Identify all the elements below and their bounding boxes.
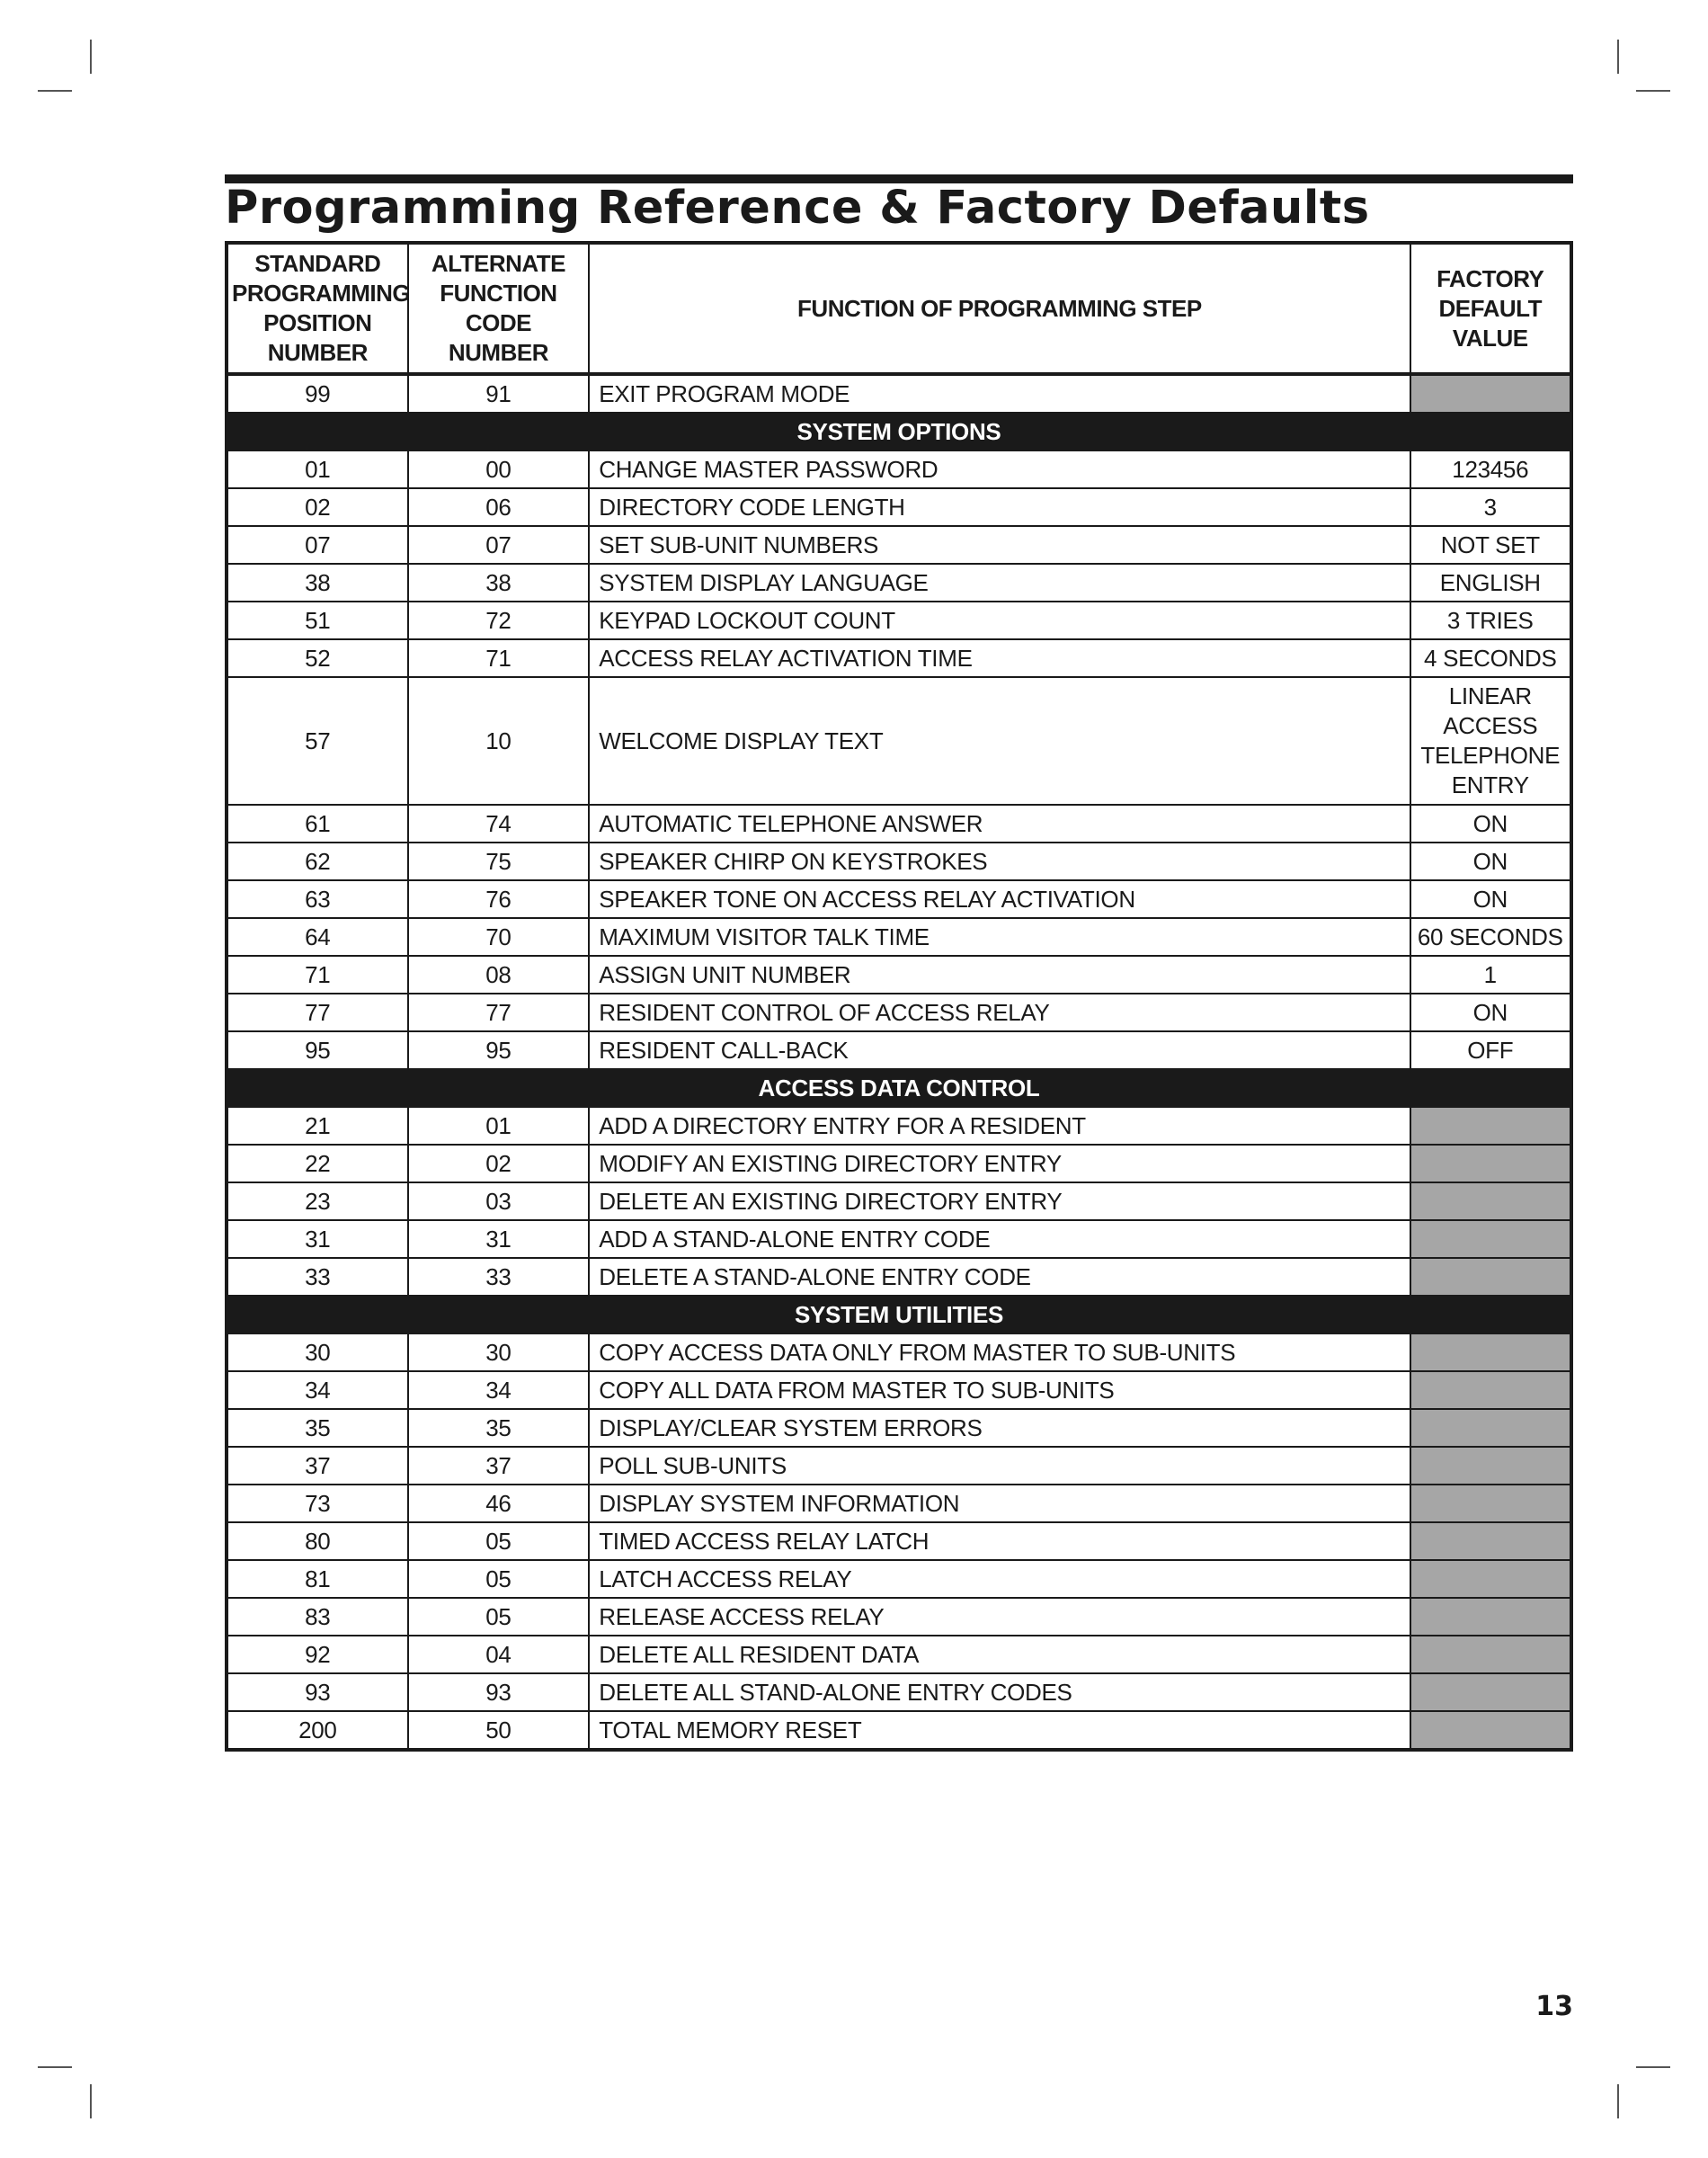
default-value-empty — [1410, 1258, 1571, 1296]
function-name: WELCOME DISPLAY TEXT — [589, 677, 1410, 805]
header-line: PROGRAMMING — [232, 280, 411, 307]
alt-code: 08 — [408, 956, 590, 994]
table-row — [227, 1560, 1571, 1598]
table-row — [227, 526, 1571, 564]
header-line: NUMBER — [267, 339, 368, 366]
default-value-empty — [1410, 374, 1571, 413]
header-line: VALUE — [1452, 324, 1528, 352]
default-value-empty — [1410, 1522, 1571, 1560]
std-number: 23 — [227, 1182, 408, 1220]
alt-code: 76 — [408, 880, 590, 918]
std-number: 71 — [227, 956, 408, 994]
std-number: 63 — [227, 880, 408, 918]
alt-code: 50 — [408, 1711, 590, 1750]
section-header — [227, 1069, 1571, 1107]
table-row — [227, 1182, 1571, 1220]
default-value: 123456 — [1410, 450, 1571, 488]
table-row — [227, 1598, 1571, 1636]
page-number: 13 — [1535, 1991, 1573, 2022]
table-row — [227, 1409, 1571, 1447]
std-number: 92 — [227, 1636, 408, 1673]
alt-code: 06 — [408, 488, 590, 526]
table-row — [227, 843, 1571, 880]
alt-code: 10 — [408, 677, 590, 805]
alt-code: 07 — [408, 526, 590, 564]
function-name: RESIDENT CALL-BACK — [589, 1031, 1410, 1069]
function-name: TOTAL MEMORY RESET — [589, 1711, 1410, 1750]
table-row — [227, 1673, 1571, 1711]
default-value-empty — [1410, 1598, 1571, 1636]
alt-code: 03 — [408, 1182, 590, 1220]
header-line: DEFAULT — [1438, 294, 1542, 322]
default-value: ON — [1410, 880, 1571, 918]
function-name: RELEASE ACCESS RELAY — [589, 1598, 1410, 1636]
alt-code: 38 — [408, 564, 590, 602]
table-row — [227, 602, 1571, 639]
default-value: 4 SECONDS — [1410, 639, 1571, 677]
default-value-line: ACCESS — [1443, 712, 1538, 739]
table-row — [227, 1258, 1571, 1296]
alt-code: 05 — [408, 1560, 590, 1598]
crop-mark — [90, 2084, 92, 2118]
default-value-line: TELEPHONE — [1420, 742, 1561, 769]
table-row — [227, 1522, 1571, 1560]
alt-code: 91 — [408, 374, 590, 413]
std-number: 95 — [227, 1031, 408, 1069]
table-row — [227, 880, 1571, 918]
default-value-empty — [1410, 1409, 1571, 1447]
function-name: KEYPAD LOCKOUT COUNT — [589, 602, 1410, 639]
default-value-line: LINEAR — [1448, 682, 1532, 709]
std-number: 61 — [227, 805, 408, 843]
table-row — [227, 1220, 1571, 1258]
table-row — [227, 805, 1571, 843]
function-name: DIRECTORY CODE LENGTH — [589, 488, 1410, 526]
alt-code: 72 — [408, 602, 590, 639]
std-number: 02 — [227, 488, 408, 526]
crop-mark — [1617, 2084, 1619, 2118]
alt-code: 00 — [408, 450, 590, 488]
alt-code: 46 — [408, 1485, 590, 1522]
function-name: COPY ALL DATA FROM MASTER TO SUB-UNITS — [589, 1371, 1410, 1409]
table-row — [227, 1371, 1571, 1409]
function-name: LATCH ACCESS RELAY — [589, 1560, 1410, 1598]
table-row — [227, 1447, 1571, 1485]
std-number: 73 — [227, 1485, 408, 1522]
section-title: SYSTEM UTILITIES — [227, 1296, 1571, 1333]
crop-mark — [1636, 2066, 1670, 2068]
header-line: STANDARD — [254, 250, 381, 277]
default-value-empty — [1410, 1673, 1571, 1711]
table-row — [227, 1145, 1571, 1182]
std-number: 30 — [227, 1333, 408, 1371]
header-standard-position — [227, 243, 411, 374]
table-row — [227, 639, 1571, 677]
alt-code: 74 — [408, 805, 590, 843]
alt-code: 93 — [408, 1673, 590, 1711]
header-line: FACTORY — [1437, 264, 1544, 292]
section-header — [227, 413, 1571, 450]
section-header — [227, 1296, 1571, 1333]
default-value-empty — [1410, 1145, 1571, 1182]
programming-reference-table — [225, 241, 1573, 1752]
crop-mark — [38, 2066, 72, 2068]
default-value-empty — [1410, 1333, 1571, 1371]
default-value: ENGLISH — [1410, 564, 1571, 602]
std-number: 99 — [227, 374, 408, 413]
table-row — [227, 450, 1571, 488]
std-number: 21 — [227, 1107, 408, 1145]
crop-mark — [38, 90, 72, 92]
std-number: 57 — [227, 677, 408, 805]
function-name: SET SUB-UNIT NUMBERS — [589, 526, 1410, 564]
header-line: ALTERNATE — [431, 250, 565, 277]
table-row — [227, 1031, 1571, 1069]
default-value: NOT SET — [1410, 526, 1571, 564]
alt-code: 34 — [408, 1371, 590, 1409]
function-name: MODIFY AN EXISTING DIRECTORY ENTRY — [589, 1145, 1410, 1182]
page-title: Programming Reference & Factory Defaults — [225, 182, 1370, 235]
header-function: FUNCTION OF PROGRAMMING STEP — [589, 243, 1410, 374]
default-value: 1 — [1410, 956, 1571, 994]
default-value: 60 SECONDS — [1410, 918, 1571, 956]
std-number: 77 — [227, 994, 408, 1031]
alt-code: 37 — [408, 1447, 590, 1485]
table-row — [227, 994, 1571, 1031]
crop-mark — [1617, 40, 1619, 74]
table-row — [227, 488, 1571, 526]
function-name: MAXIMUM VISITOR TALK TIME — [589, 918, 1410, 956]
default-value: 3 TRIES — [1410, 602, 1571, 639]
default-value: 3 — [1410, 488, 1571, 526]
header-factory-default — [1410, 243, 1571, 374]
default-value-empty — [1410, 1182, 1571, 1220]
function-name: DELETE ALL RESIDENT DATA — [589, 1636, 1410, 1673]
table-row — [227, 918, 1571, 956]
alt-code: 31 — [408, 1220, 590, 1258]
table-row — [227, 1711, 1571, 1750]
function-name: COPY ACCESS DATA ONLY FROM MASTER TO SUB-UNITS — [589, 1333, 1410, 1371]
alt-code: 35 — [408, 1409, 590, 1447]
std-number: 62 — [227, 843, 408, 880]
default-value-empty — [1410, 1107, 1571, 1145]
function-name: ACCESS RELAY ACTIVATION TIME — [589, 639, 1410, 677]
table-header-row — [227, 243, 1571, 374]
std-number: 80 — [227, 1522, 408, 1560]
function-name: CHANGE MASTER PASSWORD — [589, 450, 1410, 488]
std-number: 81 — [227, 1560, 408, 1598]
std-number: 64 — [227, 918, 408, 956]
function-name: DISPLAY SYSTEM INFORMATION — [589, 1485, 1410, 1522]
function-name: EXIT PROGRAM MODE — [589, 374, 1410, 413]
function-name: DELETE A STAND-ALONE ENTRY CODE — [589, 1258, 1410, 1296]
function-name: SYSTEM DISPLAY LANGUAGE — [589, 564, 1410, 602]
table-row — [227, 1485, 1571, 1522]
default-value — [1410, 677, 1571, 805]
table-row — [227, 1107, 1571, 1145]
function-name: TIMED ACCESS RELAY LATCH — [589, 1522, 1410, 1560]
std-number: 22 — [227, 1145, 408, 1182]
header-line: NUMBER — [448, 339, 548, 366]
std-number: 83 — [227, 1598, 408, 1636]
alt-code: 05 — [408, 1522, 590, 1560]
function-name: ASSIGN UNIT NUMBER — [589, 956, 1410, 994]
function-name: SPEAKER TONE ON ACCESS RELAY ACTIVATION — [589, 880, 1410, 918]
function-name: POLL SUB-UNITS — [589, 1447, 1410, 1485]
std-number: 35 — [227, 1409, 408, 1447]
alt-code: 71 — [408, 639, 590, 677]
default-value: ON — [1410, 843, 1571, 880]
std-number: 01 — [227, 450, 408, 488]
crop-mark — [1636, 90, 1670, 92]
section-title: ACCESS DATA CONTROL — [227, 1069, 1571, 1107]
std-number: 33 — [227, 1258, 408, 1296]
header-line: CODE — [465, 309, 531, 336]
default-value-line: ENTRY — [1451, 771, 1529, 798]
std-number: 200 — [227, 1711, 408, 1750]
alt-code: 70 — [408, 918, 590, 956]
header-line: FUNCTION — [440, 280, 557, 307]
std-number: 34 — [227, 1371, 408, 1409]
alt-code: 77 — [408, 994, 590, 1031]
alt-code: 02 — [408, 1145, 590, 1182]
std-number: 93 — [227, 1673, 408, 1711]
default-value: OFF — [1410, 1031, 1571, 1069]
default-value: ON — [1410, 805, 1571, 843]
default-value-empty — [1410, 1220, 1571, 1258]
alt-code: 30 — [408, 1333, 590, 1371]
default-value-empty — [1410, 1447, 1571, 1485]
table-row — [227, 374, 1571, 413]
function-name: RESIDENT CONTROL OF ACCESS RELAY — [589, 994, 1410, 1031]
function-name: ADD A DIRECTORY ENTRY FOR A RESIDENT — [589, 1107, 1410, 1145]
std-number: 38 — [227, 564, 408, 602]
header-line: POSITION — [263, 309, 372, 336]
default-value-empty — [1410, 1371, 1571, 1409]
std-number: 51 — [227, 602, 408, 639]
table-row — [227, 564, 1571, 602]
alt-code: 75 — [408, 843, 590, 880]
function-name: SPEAKER CHIRP ON KEYSTROKES — [589, 843, 1410, 880]
alt-code: 95 — [408, 1031, 590, 1069]
table-row — [227, 1636, 1571, 1673]
default-value-empty — [1410, 1711, 1571, 1750]
default-value-empty — [1410, 1636, 1571, 1673]
alt-code: 05 — [408, 1598, 590, 1636]
alt-code: 01 — [408, 1107, 590, 1145]
std-number: 37 — [227, 1447, 408, 1485]
table-row — [227, 677, 1571, 805]
default-value-empty — [1410, 1485, 1571, 1522]
function-name: AUTOMATIC TELEPHONE ANSWER — [589, 805, 1410, 843]
function-name: DELETE AN EXISTING DIRECTORY ENTRY — [589, 1182, 1410, 1220]
header-alternate-code — [408, 243, 590, 374]
function-name: ADD A STAND-ALONE ENTRY CODE — [589, 1220, 1410, 1258]
std-number: 07 — [227, 526, 408, 564]
section-title: SYSTEM OPTIONS — [227, 413, 1571, 450]
table-row — [227, 956, 1571, 994]
std-number: 52 — [227, 639, 408, 677]
function-name: DISPLAY/CLEAR SYSTEM ERRORS — [589, 1409, 1410, 1447]
crop-mark — [90, 40, 92, 74]
default-value: ON — [1410, 994, 1571, 1031]
table-row — [227, 1333, 1571, 1371]
alt-code: 33 — [408, 1258, 590, 1296]
alt-code: 04 — [408, 1636, 590, 1673]
std-number: 31 — [227, 1220, 408, 1258]
default-value-empty — [1410, 1560, 1571, 1598]
function-name: DELETE ALL STAND-ALONE ENTRY CODES — [589, 1673, 1410, 1711]
